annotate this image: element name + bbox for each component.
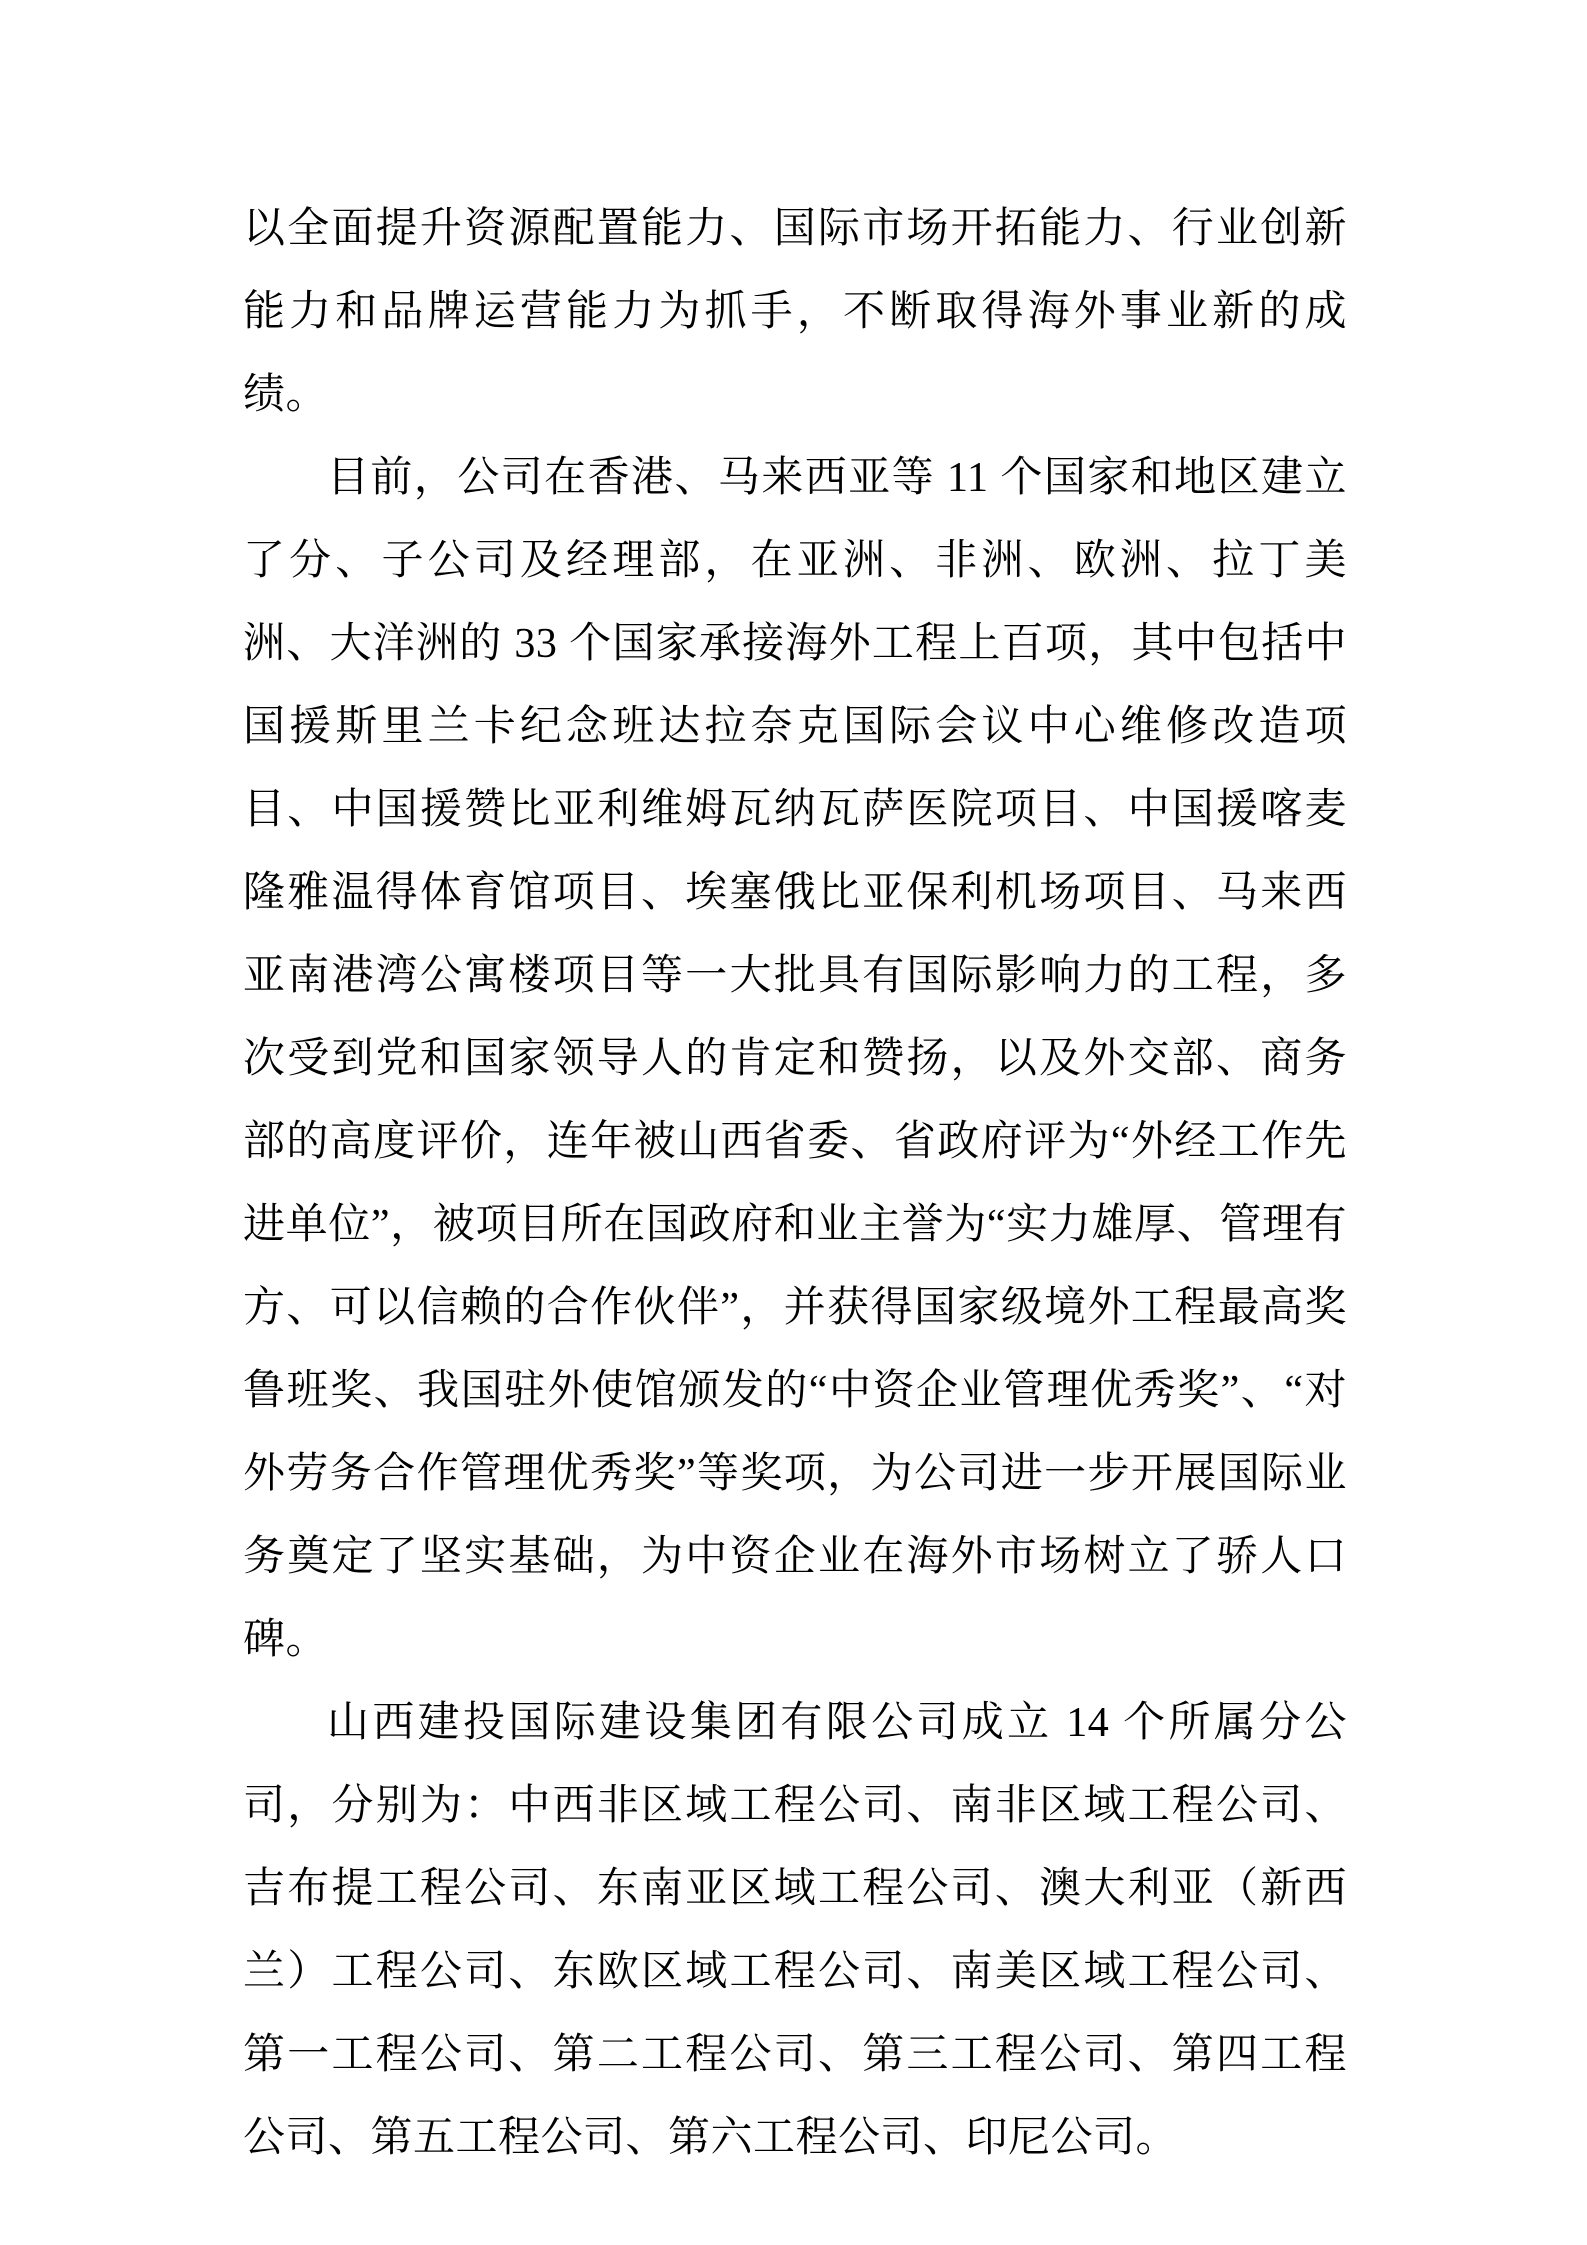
paragraph-branch-companies: 山西建投国际建设集团有限公司成立 14 个所属分公司，分别为：中西非区域工程公司、南非区域工程公司、吉布提工程公司、东南亚区域工程公司、澳大利亚（新西兰）工程公司、东欧区域工程公司、南美区域工程公司、第一工程公司、第二工程公司、第三工程公司、第四工程公司、第五工程公司、第六工程公司、印尼公司。 (243, 1700, 1347, 2161)
paragraph-overseas-capability: 以全面提升资源配置能力、国际市场开拓能力、行业创新能力和品牌运营能力为抓手，不断取得海外事业新的成绩。 (243, 206, 1347, 418)
paragraph-overseas-projects: 目前，公司在香港、马来西亚等 11 个国家和地区建立了分、子公司及经理部，在亚洲、非洲、欧洲、拉丁美洲、大洋洲的 33 个国家承接海外工程上百项，其中包括中国援斯里兰卡纪念班达拉奈克国际会议中心维修改造项目、中国援赞比亚利维姆瓦纳瓦萨医院项目、中国援喀麦隆雅温得体育馆项目、埃塞俄比亚保利机场项目、马来西亚南港湾公寓楼项目等一大批具有国际影响力的工程，多次受到党和国家领导人的肯定和赞扬，以及外交部、商务部的高度评价，连年被山西省委、省政府评为“外经工作先进单位”，被项目所在国政府和业主誉为“实力雄厚、管理有方、可以信赖的合作伙伴”，并获得国家级境外工程最高奖鲁班奖、我国驻外使馆颁发的“中资企业管理优秀奖”、“对外劳务合作管理优秀奖”等奖项，为公司进一步开展国际业务奠定了坚实基础，为中资企业在海外市场树立了骄人口碑。 (243, 455, 1347, 1663)
